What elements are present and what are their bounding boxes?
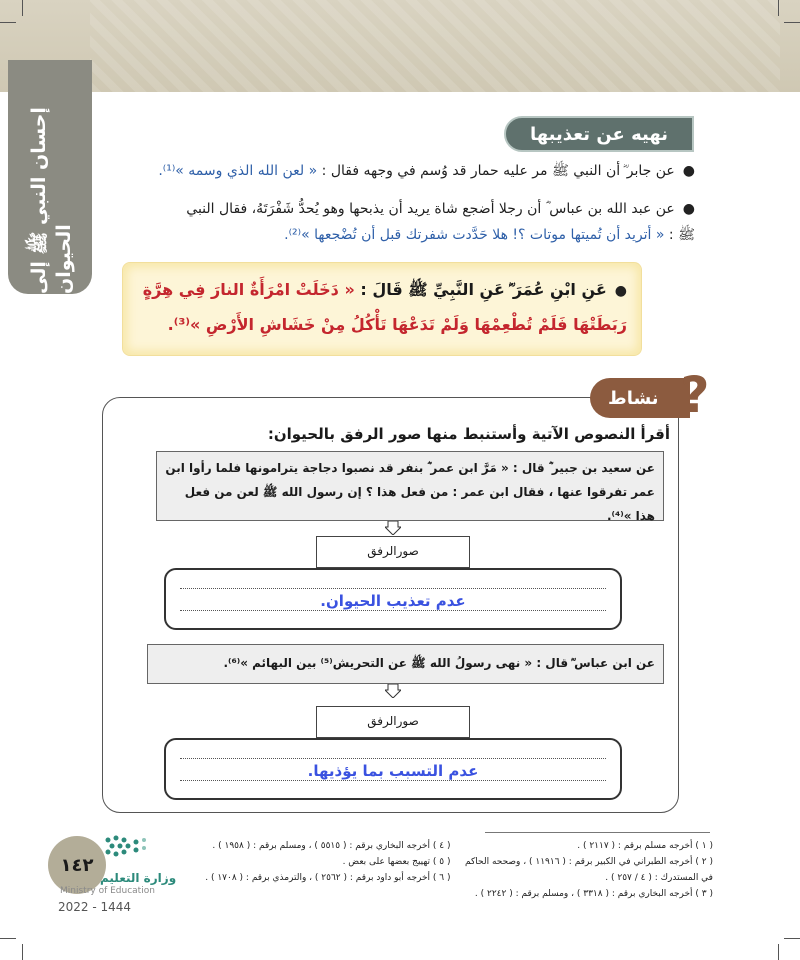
- dotted-line: [180, 610, 606, 612]
- answer-1: عدم تعذيب الحيوان.: [320, 592, 466, 610]
- footnote-divider: [485, 832, 710, 833]
- down-arrow-icon: [385, 521, 401, 535]
- down-arrow-icon: [385, 684, 401, 698]
- activity-tag: نشاط: [590, 378, 690, 418]
- activity-instruction: أقرأ النصوص الآتية وأستنبط منها صور الرفق بالحيوان:: [267, 425, 670, 443]
- text-box-2: [147, 644, 664, 684]
- hadith-text: [132, 273, 627, 342]
- bullet-icon: ●: [682, 201, 695, 217]
- text-box-1: [156, 451, 664, 521]
- dotted-line: [180, 758, 606, 760]
- crop-mark: [784, 938, 800, 939]
- hadith-quote: « دَخَلَتْ امْرَأَةٌ النارَ فِي هِرَّةٍ رَبَطَتْهَا فَلَمْ تُطْعِمْهَا وَلَمْ تَدَعْهَا تَأْكُلُ مِنْ خَشَاشِ الأَرْضِ »⁽³⁾.: [142, 280, 627, 334]
- footnote-5: ( ٥ ) تهييج بعضها على بعض .: [342, 857, 451, 867]
- footnote-3: ( ٣ ) أخرجه البخاري برقم : ( ٣٣١٨ ) ، ومسلم برقم : ( ٢٢٤٢ ) .: [474, 889, 713, 899]
- text-1-line2: عمر تفرقوا عنها ، فقال ابن عمر : من فعل هذا ؟ إن رسول الله ﷺ لعن من فعل هذا »⁽⁴⁾.: [184, 485, 655, 523]
- bullet-icon: ●: [614, 283, 627, 299]
- footnote-column-right: [451, 838, 714, 902]
- crop-mark: [778, 944, 779, 960]
- footnote-2: ( ٢ ) أخرجه الطبراني في الكبير برقم : ( ١١٩١٦ ) ، وصححه الحاكم في المستدرك : ( ٤ / ٢٥٧ ) .: [465, 857, 713, 883]
- crop-mark: [22, 944, 23, 960]
- crop-mark: [22, 0, 23, 16]
- bullet-1-text: عن جابر ؓ أن النبي ﷺ مر عليه حمار قد وُسم في وجهه فقال :: [321, 163, 675, 179]
- crop-mark: [0, 22, 16, 23]
- bullet-icon: ●: [682, 163, 695, 179]
- dotted-line: [180, 588, 606, 590]
- ministry-name-arabic: وزارة التعليم: [100, 871, 177, 885]
- edition-year: 2022 - 1444: [58, 900, 132, 914]
- footnote-1: ( ١ ) أخرجه مسلم برقم : ( ٢١١٧ ) .: [577, 841, 713, 851]
- crop-mark: [778, 0, 779, 16]
- bullet-1-quote: « لعن الله الذي وسمه »⁽¹⁾.: [158, 163, 318, 179]
- chapter-side-tab: [8, 60, 92, 294]
- answer-box-2: [164, 738, 622, 800]
- answer-2: عدم التسبب بما يؤذيها.: [307, 762, 479, 780]
- section-heading: نهيه عن تعذيبها: [504, 116, 694, 152]
- bullet-paragraph-2: [95, 196, 695, 248]
- footnote-6: ( ٦ ) أخرجه أبو داود برقم : ( ٢٥٦٢ ) ، والترمذي برقم : ( ١٧٠٨ ) .: [205, 873, 451, 883]
- answer-box-1: [164, 568, 622, 630]
- page-number: ١٤٢: [48, 836, 106, 894]
- rifq-label-1: صورالرفق: [316, 536, 470, 568]
- top-banner: [0, 0, 800, 92]
- footnotes: [188, 838, 713, 902]
- text-1-line1: عن سعيد بن جبير ؓ قال : « مَرَّ ابن عمر ؓ بنفر قد نصبوا دجاجة يترامونها فلما رأوا ابن: [165, 461, 655, 475]
- crop-mark: [0, 938, 16, 939]
- bullet-2-line1: عن عبد الله بن عباس ؓ أن رجلا أضجع شاة يريد أن يذبحها وهو يُحدُّ شَفْرَتَهُ، فقال النبي: [186, 201, 675, 217]
- bullet-2-prefix: ﷺ :: [668, 227, 695, 243]
- bullet-paragraph-1: [95, 158, 695, 184]
- ministry-name-english: Ministry of Education: [60, 886, 155, 896]
- hadith-narrator: عَنِ ابْنِ عُمَرَ ؓ عَنِ النَّبِيِّ ﷺ قَالَ :: [360, 280, 607, 299]
- hadith-box: [122, 262, 642, 356]
- rifq-label-2: صورالرفق: [316, 706, 470, 738]
- chapter-title: إحسان النبي ﷺ إلى الحيوان: [28, 107, 75, 294]
- footnote-columns: [188, 838, 713, 902]
- footnote-4: ( ٤ ) أخرجه البخاري برقم : ( ٥٥١٥ ) ، ومسلم برقم : ( ١٩٥٨ ) .: [212, 841, 451, 851]
- crop-mark: [784, 22, 800, 23]
- dotted-line: [180, 780, 606, 782]
- question-mark-icon: ?: [680, 366, 710, 424]
- footnote-column-left: [188, 838, 451, 902]
- banner-pattern: [90, 0, 780, 92]
- text-2: عن ابن عباس ؓ قال : « نهى رسولُ الله ﷺ عن التحريش⁽⁵⁾ بين البهائم »⁽⁶⁾.: [223, 656, 655, 670]
- bullet-2-quote: « أتريد أن تُميتها موتات ؟! هلا حَدَّدت شفرتك قبل أن تُضْجعها »⁽²⁾.: [284, 227, 665, 243]
